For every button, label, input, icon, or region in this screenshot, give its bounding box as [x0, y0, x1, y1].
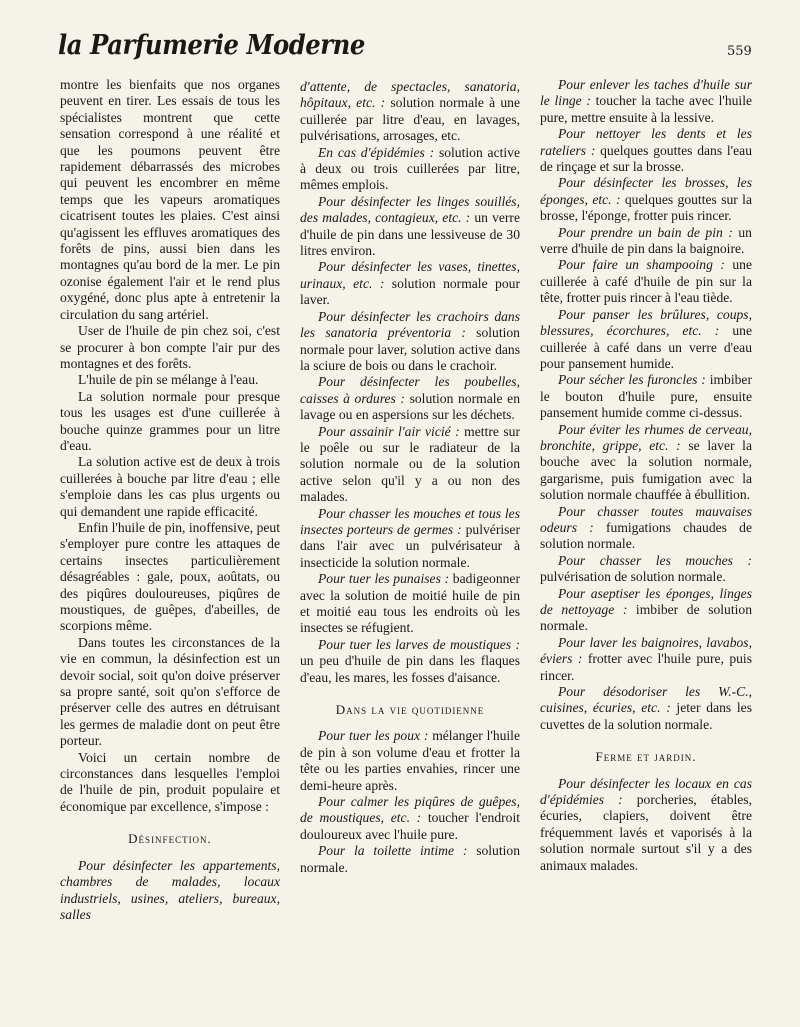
paragraph-text: une cuillerée à café d'huile de pin sur la tête, frotter puis rincer à l'eau tiède.: [540, 257, 752, 306]
paragraph: [300, 309, 520, 375]
paragraph: [540, 257, 752, 306]
paragraph-text: solution normale pour laver.: [300, 275, 520, 308]
italic-lead: Pour calmer les piqûres de guêpes, de moustiques, etc. :: [300, 794, 520, 826]
italic-lead: Pour nettoyer les dents et les rateliers :: [540, 126, 752, 158]
paragraph: Dans toutes les circonstances de la vie en commun, la désinfection est un devoir social, soit qu'on doive préserver sa propre santé, soit qu'on s'efforce de préserver celle des autres en détruisant les germes de maladie dont on peut être porteur.: [60, 634, 280, 749]
paragraph: [300, 506, 520, 572]
paragraph-text: solution normale.: [300, 843, 521, 875]
paragraph-text: imbiber le bouton d'huile pure, ensuite pansement humide comme ci-dessus.: [540, 372, 752, 421]
paragraph-text: se laver la bouche avec la solution normale, gargarisme, puis fumigation avec la solution normale chauffée à ébullition.: [540, 437, 752, 503]
paragraph-text: solution active à deux ou trois cuillerées par litre, mêmes emplois.: [300, 144, 520, 193]
paragraph-text: jeter dans les cuvettes de la solution normale.: [540, 700, 752, 732]
italic-lead: Pour assainir l'air vicié :: [318, 423, 460, 439]
masthead-title: la Parfumerie Moderne: [58, 30, 365, 61]
paragraph: Enfin l'huile de pin, inoffensive, peut s'employer pure contre les attaques de certains insectes particulièrement désagréables : gale, poux, aoûtats, ou des piqûres douloureuses, piqûres de moustiques, de guêpes, d'abeilles, de scorpions même.: [60, 519, 280, 634]
italic-lead: Pour éviter les rhumes de cerveau, bronchite, grippe, etc. :: [540, 421, 752, 453]
paragraph: [300, 794, 520, 843]
column-middle: [300, 79, 520, 876]
italic-lead: Pour tuer les larves de moustiques :: [318, 636, 520, 652]
paragraph: [540, 372, 752, 421]
paragraph: [300, 843, 520, 876]
paragraph-text: quelques gouttes sur la brosse, l'éponge, frotter puis rincer.: [540, 191, 752, 224]
paragraph: [60, 858, 280, 924]
paragraph-text: quelques gouttes dans l'eau de rinçage et sur la brosse.: [540, 142, 752, 175]
paragraph: [540, 553, 752, 586]
paragraph-text: un verre d'huile de pin dans une lessiveuse de 30 litres environ.: [300, 210, 520, 259]
column-right: [540, 77, 752, 874]
paragraph-text: une cuillerée à café dans un verre d'eau pour pansement humide.: [540, 323, 752, 371]
paragraph: La solution normale pour presque tous les usages est d'une cuillerée à bouche quinze grammes pour un litre d'eau.: [60, 388, 280, 453]
page-number: 559: [727, 44, 752, 59]
italic-lead: Pour désinfecter les crachoirs dans les sanatoria préventoria :: [300, 308, 520, 341]
italic-lead: Pour la toilette intime :: [318, 843, 468, 859]
paragraph: [540, 225, 752, 258]
italic-lead: Pour désodoriser les W.-C., cuisines, écuries, etc. :: [540, 684, 752, 716]
paragraph: [300, 571, 520, 637]
italic-lead: Pour laver les baignoires, lavabos, éviers :: [540, 634, 752, 667]
italic-lead: Pour faire un shampooing :: [558, 257, 725, 273]
italic-lead: Pour enlever les taches d'huile sur le linge :: [540, 77, 752, 109]
paragraph: [540, 126, 752, 175]
paragraph: [540, 175, 752, 224]
paragraph-text: imbiber de solution normale.: [540, 602, 752, 634]
section-heading-vie-quotidienne: Dans la vie quotidienne: [335, 702, 485, 718]
paragraph-text: badigeonner avec la solution de moitié huile de pin et moitié eau tous les endroits où les insectes se réfugient.: [300, 571, 520, 636]
paragraph: [540, 504, 752, 553]
italic-lead: Pour panser les brûlures, coups, blessures, écorchures, etc. :: [540, 306, 752, 339]
paragraph-text: mélanger l'huile de pin à son volume d'eau et frotter la tête ou les parties envahies, rincer une demi-heure après.: [300, 728, 520, 793]
italic-lead: d'attente, de spectacles, sanatoria, hôpitaux, etc. :: [300, 79, 520, 111]
paragraph-text: un peu d'huile de pin dans les flaques d'eau, les mares, les fosses d'aisance.: [300, 653, 520, 685]
italic-lead: Pour aseptiser les éponges, linges de nettoyage :: [540, 585, 752, 617]
paragraph: montre les bienfaits que nos organes peuvent en tirer. Les essais de tous les spécialistes montrent que cette sensation correspond à une réalité et que les poumons peuvent être rapidement débarrassés des microbes qui peuvent les encombrer en même temps que les vapeurs aromatiques cicatrisent toutes les plaies. C'est ainsi qu'agissent les effluves aromatiques des forêts de pins, aussi bien dans les montagnes qu'au bord de la mer. Le pin ozonise également l'air et le rend plus oxygéné, donc plus apte à entretenir la circulation du sang artériel.: [60, 77, 280, 322]
italic-lead: Pour désinfecter les appartements, chambres de malades, locaux industriels, usines, ateliers, bureaux, salles: [60, 857, 280, 922]
italic-lead: En cas d'épidémies :: [318, 144, 435, 160]
italic-lead: Pour désinfecter les linges souillés, des malades, contagieux, etc. :: [300, 193, 520, 226]
italic-lead: Pour désinfecter les locaux en cas d'épidémies :: [540, 775, 752, 808]
paragraph-text: solution normale pour laver, solution active dans la sciure de bois ou dans le crachoir.: [300, 325, 520, 373]
italic-lead: Pour sécher les furoncles :: [558, 372, 706, 388]
paragraph: L'huile de pin se mélange à l'eau.: [78, 372, 259, 388]
paragraph: [300, 259, 520, 308]
paragraph-text: un verre d'huile de pin dans la baignoire.: [540, 224, 752, 257]
paragraph: [300, 145, 520, 194]
italic-lead: Pour tuer les poux :: [318, 728, 429, 744]
paragraph-text: pulvériser dans l'air avec un pulvérisateur à insecticide la solution normale.: [300, 521, 520, 570]
paragraph: La solution active est de deux à trois cuillerées à bouche par litre d'eau ; elle s'emploie dans les cas plus urgents ou qui demandent une rapide efficacité.: [60, 454, 280, 519]
paragraph: [300, 374, 520, 423]
paragraph: [300, 79, 520, 145]
paragraph-text: porcheries, étables, écuries, clapiers, doivent être fréquemment lavés et vaporisés à la solution normale surtout s'il y a des animaux malades.: [540, 792, 752, 873]
paragraph: [540, 422, 752, 504]
paragraph: [540, 635, 752, 684]
italic-lead: Pour tuer les punaises :: [318, 571, 450, 587]
paragraph-text: mettre sur le poêle ou sur le radiateur de la solution normale ou de la solution active selon qu'il y a ou non des malades.: [300, 423, 520, 505]
paragraph: User de l'huile de pin chez soi, c'est se procurer à bon compte l'air pur des montagnes et des forêts.: [60, 323, 280, 371]
paragraph: [540, 684, 752, 733]
paragraph-text: pulvérisation de solution normale.: [540, 569, 726, 585]
italic-lead: Pour chasser les mouches :: [558, 552, 752, 568]
section-heading-desinfection: Désinfection.: [128, 831, 212, 847]
paragraph: [300, 637, 520, 686]
paragraph-text: solution normale à une cuillerée par litre d'eau, en lavages, pulvérisations, arrosages, etc.: [300, 95, 520, 144]
paragraph: Voici un certain nombre de circonstances dans lesquelles l'emploi de l'huile de pin, produit populaire et économique par excellence, s'impose :: [60, 749, 280, 814]
italic-lead: Pour désinfecter les poubelles, caisses à ordures :: [300, 374, 520, 406]
section-heading-ferme-jardin: Ferme et jardin.: [595, 749, 697, 765]
paragraph: [300, 728, 520, 794]
paragraph: [300, 424, 520, 506]
paragraph: [540, 77, 752, 126]
paragraph-text: toucher l'endroit douloureux avec l'huile pure.: [300, 810, 520, 842]
paragraph: [540, 776, 752, 874]
italic-lead: Pour désinfecter les vases, tinettes, urinaux, etc. :: [300, 259, 520, 291]
column-left: [60, 77, 280, 923]
paragraph-text: fumigations chaudes de solution normale.: [540, 519, 752, 552]
italic-lead: Pour chasser toutes mauvaises odeurs :: [540, 503, 752, 535]
paragraph-text: toucher la tache avec l'huile pure, mettre ensuite à la lessive.: [540, 93, 752, 125]
italic-lead: Pour prendre un bain de pin :: [558, 224, 733, 240]
paragraph-text: frotter avec l'huile pure, puis rincer.: [540, 651, 752, 683]
italic-lead: Pour désinfecter les brosses, les éponges, etc. :: [540, 175, 752, 207]
paragraph: [540, 586, 752, 635]
italic-lead: Pour chasser les mouches et tous les insectes porteurs de germes :: [300, 505, 520, 537]
paragraph-text: solution normale en lavage ou en aspersions sur les déchets.: [300, 390, 520, 423]
paragraph: [540, 307, 752, 373]
paragraph: [300, 194, 520, 260]
